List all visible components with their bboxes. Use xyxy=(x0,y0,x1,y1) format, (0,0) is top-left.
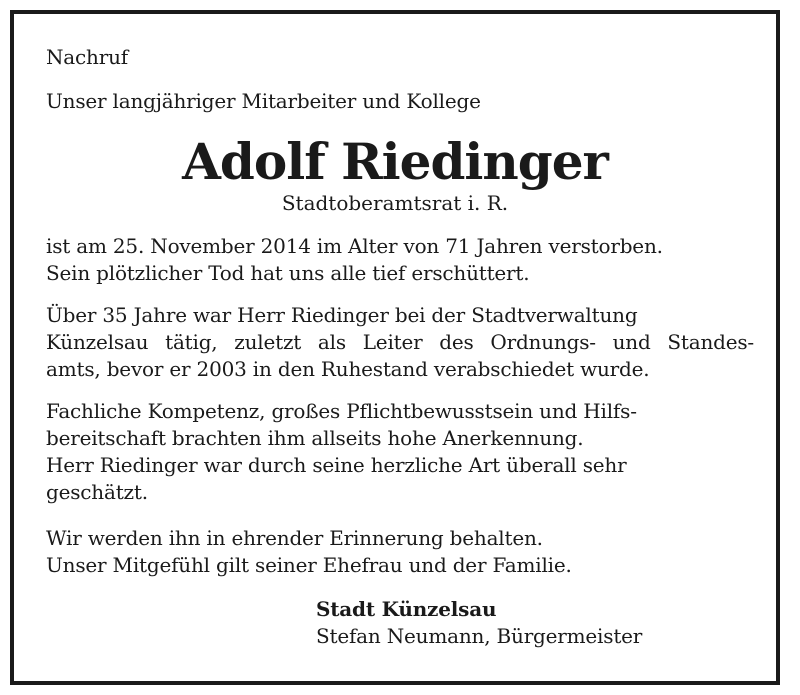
paragraph-3-line: Herr Riedinger war durch seine herzliche Art überall sehr xyxy=(46,453,627,477)
paragraph-2-line: Künzelsau tätig, zuletzt als Leiter des Ordnungs- und Standes- xyxy=(46,330,754,354)
paragraph-1-line: Sein plötzlicher Tod hat uns alle tief erschüttert. xyxy=(46,261,530,285)
signature-organization: Stadt Künzelsau xyxy=(316,597,497,621)
deceased-name: Adolf Riedinger xyxy=(182,132,608,191)
deceased-title: Stadtoberamtsrat i. R. xyxy=(281,191,509,215)
signature-signer: Stefan Neumann, Bürgermeister xyxy=(316,624,643,648)
paragraph-3-line: Fachliche Kompetenz, großes Pflichtbewusstsein und Hilfs- xyxy=(46,399,637,423)
intro-line: Unser langjähriger Mitarbeiter und Kollege xyxy=(46,89,481,113)
paragraph-4-line: Unser Mitgefühl gilt seiner Ehefrau und der Familie. xyxy=(46,553,572,577)
paragraph-1-line: ist am 25. November 2014 im Alter von 71 Jahren verstorben. xyxy=(46,234,663,258)
paragraph-2-line: Über 35 Jahre war Herr Riedinger bei der Stadtverwaltung xyxy=(46,303,638,327)
heading: Nachruf xyxy=(46,45,128,69)
paragraph-3-line: geschätzt. xyxy=(46,480,148,504)
paragraph-4-line: Wir werden ihn in ehrender Erinnerung behalten. xyxy=(46,526,543,550)
obituary-notice xyxy=(10,10,780,685)
paragraph-3-line: bereitschaft brachten ihm allseits hohe Anerkennung. xyxy=(46,426,584,450)
paragraph-2-line: amts, bevor er 2003 in den Ruhestand verabschiedet wurde. xyxy=(46,357,650,381)
